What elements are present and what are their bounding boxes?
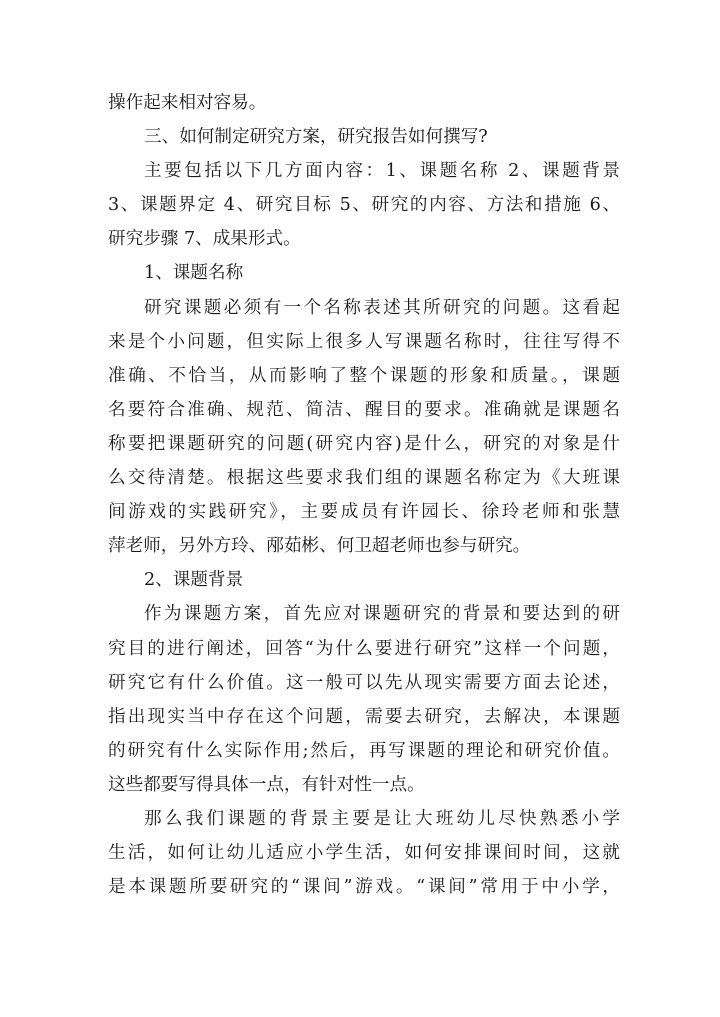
paragraph-line: 的研究有什么实际作用;然后，再写课题的理论和研究价值。	[108, 740, 620, 761]
paragraph-line: 来是个小问题，但实际上很多人写课题名称时，往往写得不	[108, 331, 620, 352]
paragraph-line: 那么我们课题的背景主要是让大班幼儿尽快熟悉小学	[144, 808, 620, 829]
paragraph-line: 称要把课题研究的问题(研究内容)是什么，研究的对象是什	[108, 433, 620, 454]
paragraph-line: 准确、不恰当，从而影响了整个课题的形象和质量。，课题	[108, 365, 620, 386]
paragraph-line: 主要包括以下几方面内容：1、课题名称 2、课题背景	[144, 161, 620, 182]
paragraph-line: 么交待清楚。根据这些要求我们组的课题名称定为《大班课	[108, 468, 620, 489]
paragraph-line: 操作起来相对容易。	[108, 93, 267, 113]
section-heading: 三、如何制定研究方案，研究报告如何撰写?	[144, 127, 488, 148]
paragraph-line: 究目的进行阐述，回答“为什么要进行研究”这样一个问题，	[108, 638, 620, 659]
paragraph-line: 生活，如何让幼儿适应小学生活，如何安排课间时间，这就	[108, 843, 620, 864]
paragraph-line: 间游戏的实践研究》，主要成员有许园长、徐玲老师和张慧	[108, 502, 620, 523]
paragraph-line: 研究它有什么价值。这一般可以先从现实需要方面去论述，	[108, 672, 620, 693]
paragraph-line: 萍老师，另外方玲、邴茹彬、何卫超老师也参与研究。	[108, 536, 531, 557]
paragraph-line: 作为课题方案，首先应对课题研究的背景和要达到的研	[144, 604, 620, 625]
subsection-heading: 1、课题名称	[144, 263, 244, 284]
paragraph-line: 是本课题所要研究的“课间”游戏。“课间”常用于中小学，	[108, 877, 620, 898]
paragraph-line: 指出现实当中存在这个问题，需要去研究，去解决，本课题	[108, 706, 620, 727]
document-body	[108, 86, 620, 904]
paragraph-line: 研究步骤 7、成果形式。	[108, 229, 301, 250]
subsection-heading: 2、课题背景	[144, 570, 244, 591]
paragraph-line: 名要符合准确、规范、简洁、醒目的要求。准确就是课题名	[108, 399, 620, 420]
paragraph-line: 研究课题必须有一个名称表述其所研究的问题。这看起	[144, 297, 620, 318]
paragraph-line: 3、课题界定 4、研究目标 5、研究的内容、方法和措施 6、	[108, 195, 620, 216]
paragraph-line: 这些都要写得具体一点，有针对性一点。	[108, 774, 425, 795]
